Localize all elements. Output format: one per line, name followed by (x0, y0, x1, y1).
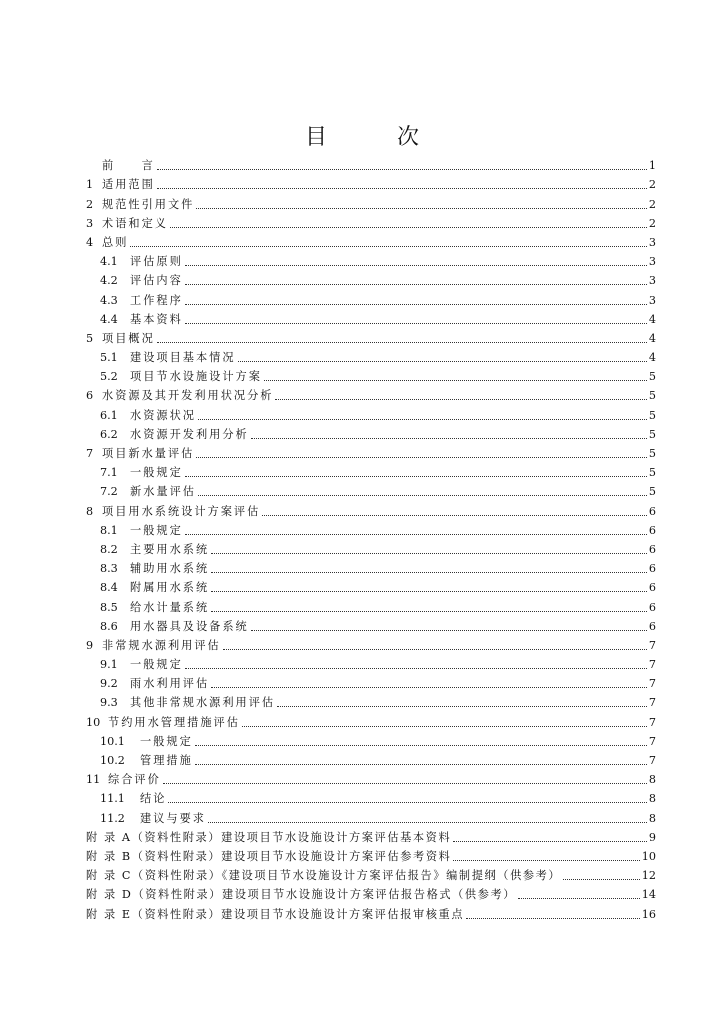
toc-entry-number: 8.6 (100, 619, 118, 633)
toc-dot-leader (198, 495, 647, 496)
toc-entry-page-number: 7 (648, 734, 656, 748)
toc-entry-page-number: 16 (641, 907, 656, 921)
toc-entry-number: 10 (86, 715, 101, 729)
toc-entry-label: 雨水利用评估 (130, 677, 210, 691)
toc-dot-leader (157, 342, 647, 343)
toc-entry-number: 4.1 (100, 255, 118, 269)
toc-entry-number: 7 (86, 447, 94, 460)
toc-entry-label: 一般规定 (130, 523, 183, 537)
toc-entry-label: 节约用水管理措施评估 (108, 715, 240, 729)
toc-entry-page-number: 4 (648, 331, 656, 345)
toc-dot-leader (211, 687, 647, 688)
toc-entry-label: 工作程序 (130, 293, 183, 307)
toc-entry-label: 适用范围 (102, 178, 155, 192)
toc-entry-page-number: 10 (641, 849, 656, 863)
toc-entry-label: 建设项目基本情况 (130, 351, 236, 365)
toc-entry-label: 水资源及其开发利用状况分析 (102, 389, 274, 403)
toc-dot-leader (168, 802, 646, 803)
toc-entry-number: 6 (86, 389, 94, 403)
toc-entry[interactable] (86, 287, 656, 306)
toc-entry[interactable] (86, 172, 656, 191)
toc-entry-page-number: 6 (648, 600, 656, 614)
toc-entry[interactable] (86, 901, 656, 920)
toc-entry-number: 8.3 (100, 562, 118, 576)
toc-entry-page-number: 6 (648, 523, 656, 537)
toc-entry-number: 8.2 (100, 542, 118, 556)
toc-entry-page-number: 7 (648, 677, 656, 691)
toc-entry-page-number: 4 (648, 351, 656, 365)
toc-entry[interactable] (86, 709, 656, 728)
toc-entry-page-number: 7 (648, 715, 656, 729)
toc-dot-leader (277, 706, 647, 707)
toc-dot-leader (223, 649, 647, 650)
toc-entry-label: 非常规水源利用评估 (102, 638, 221, 652)
toc-entry-page-number: 5 (648, 389, 656, 403)
toc-entry-label: 综合评价 (108, 773, 161, 787)
toc-entry[interactable] (86, 844, 656, 863)
toc-dot-leader (208, 822, 647, 823)
toc-entry-page-number: 8 (648, 792, 656, 806)
toc-entry-number: 4.4 (100, 312, 118, 326)
toc-dot-leader (185, 534, 647, 535)
toc-entry[interactable] (86, 268, 656, 287)
toc-entry[interactable] (86, 825, 656, 844)
toc-entry-label: 评估内容 (130, 274, 183, 288)
toc-entry-page-number: 7 (648, 658, 656, 672)
toc-entry-number: 9 (86, 638, 94, 652)
toc-entry-label: 结论 (140, 792, 167, 806)
toc-entry-page-number: 5 (648, 466, 656, 480)
toc-dot-leader (196, 208, 647, 209)
toc-entry-label: 附 录 C（资料性附录）《建设项目节水设施设计方案评估报告》编制提纲（供参考） (86, 869, 562, 883)
toc-entry-number: 2 (86, 197, 94, 211)
toc-entry-label: 项目概况 (102, 331, 155, 345)
toc-entry-page-number: 3 (648, 274, 656, 288)
toc-entry[interactable] (86, 671, 656, 690)
toc-dot-leader (238, 361, 647, 362)
toc-entry[interactable] (86, 537, 656, 556)
toc-entry-label: 管理措施 (140, 754, 193, 767)
toc-entry[interactable] (86, 230, 656, 249)
toc-entry-page-number: 3 (648, 255, 656, 269)
toc-entry[interactable] (86, 748, 656, 767)
toc-dot-leader (195, 764, 647, 765)
toc-entry-label: 辅助用水系统 (130, 562, 210, 576)
toc-entry-page-number: 2 (648, 197, 656, 211)
toc-dot-leader (211, 591, 647, 592)
toc-dot-leader (453, 841, 647, 842)
toc-entry[interactable] (86, 863, 656, 882)
toc-entry-number: 6.1 (100, 408, 118, 422)
toc-entry-number: 8 (86, 504, 94, 518)
toc-entry[interactable] (86, 326, 656, 345)
toc-dot-leader (563, 879, 640, 880)
toc-entry-number: 4.3 (100, 293, 118, 307)
toc-entry[interactable] (86, 614, 656, 633)
toc-entry-label: 附 录 E（资料性附录）建设项目节水设施设计方案评估报审核重点 (86, 907, 465, 921)
toc-dot-leader (466, 918, 640, 919)
toc-entry[interactable] (86, 575, 656, 594)
toc-entry[interactable] (86, 383, 656, 402)
toc-dot-leader (518, 898, 640, 899)
toc-entry[interactable] (86, 307, 656, 326)
toc-entry-page-number: 6 (648, 562, 656, 576)
toc-entry-label: 水资源状况 (130, 408, 196, 422)
toc-entry[interactable] (86, 786, 656, 805)
toc-entry-page-number: 5 (648, 370, 656, 384)
toc-dot-leader (262, 515, 647, 516)
toc-entry-number: 9.3 (100, 696, 118, 710)
toc-entry-page-number: 5 (648, 427, 656, 441)
toc-entry[interactable] (86, 153, 656, 172)
toc-entry-page-number: 4 (648, 312, 656, 326)
toc-entry-label: 评估原则 (130, 255, 183, 269)
toc-entry-number: 5 (86, 331, 94, 345)
toc-entry[interactable] (86, 191, 656, 210)
toc-entry-page-number: 2 (648, 178, 656, 192)
toc-entry[interactable] (86, 690, 656, 709)
toc-entry[interactable] (86, 882, 656, 901)
toc-dot-leader (185, 323, 647, 324)
toc-entry-number: 4.2 (100, 274, 118, 288)
toc-entry-label: 其他非常规水源利用评估 (130, 696, 276, 710)
toc-dot-leader (170, 227, 647, 228)
toc-entry-label: 附 录 B（资料性附录）建设项目节水设施设计方案评估参考资料 (86, 849, 452, 863)
toc-entry-number: 7.1 (100, 466, 118, 480)
toc-entry-page-number: 14 (641, 888, 656, 902)
toc-entry-label: 前 言 (102, 159, 155, 173)
toc-entry-number: 7.2 (100, 485, 118, 499)
toc-entry-number: 9.2 (100, 677, 118, 691)
toc-entry-number: 5.1 (100, 351, 118, 365)
toc-entry-page-number: 5 (648, 447, 656, 460)
toc-dot-leader (185, 668, 647, 669)
toc-entry-label: 建议与要求 (140, 811, 206, 825)
toc-entry[interactable] (86, 652, 656, 671)
toc-entry[interactable] (86, 479, 656, 498)
toc-entry[interactable] (86, 767, 656, 786)
toc-entry-number: 6.2 (100, 427, 118, 441)
toc-entry-label: 规范性引用文件 (102, 197, 195, 211)
toc-entry-label: 附 录 D（资料性附录）建设项目节水设施设计方案评估报告格式（供参考） (86, 888, 517, 902)
toc-entry[interactable] (86, 460, 656, 479)
toc-entry-page-number: 5 (648, 408, 656, 422)
toc-dot-leader (185, 476, 647, 477)
toc-entry-label: 附 录 A（资料性附录）建设项目节水设施设计方案评估基本资料 (86, 830, 452, 844)
toc-entry-label: 一般规定 (130, 658, 183, 672)
toc-entry-page-number: 6 (648, 504, 656, 518)
toc-dot-leader (251, 630, 647, 631)
toc-entry-number: 5.2 (100, 370, 118, 384)
toc-entry-page-number: 1 (648, 159, 656, 173)
toc-entry-label: 一般规定 (130, 466, 183, 480)
toc-entry-number: 10.1 (100, 734, 125, 748)
toc-dot-leader (195, 745, 647, 746)
toc-entry-number: 4 (86, 235, 94, 249)
toc-dot-leader (211, 572, 647, 573)
toc-entry-label: 主要用水系统 (130, 542, 210, 556)
toc-entry[interactable] (86, 729, 656, 748)
toc-entry-number: 8.4 (100, 581, 118, 595)
toc-entry-label: 术语和定义 (102, 216, 168, 230)
toc-entry[interactable] (86, 594, 656, 613)
toc-dot-leader (275, 399, 646, 400)
toc-dot-leader (242, 726, 647, 727)
toc-entry-page-number: 7 (648, 696, 656, 710)
toc-entry[interactable] (86, 422, 656, 441)
toc-entry-label: 基本资料 (130, 312, 183, 326)
toc-entry-number: 8.5 (100, 600, 118, 614)
toc-entry-label: 给水计量系统 (130, 600, 210, 614)
toc-entry-label: 项目节水设施设计方案 (130, 370, 262, 384)
toc-dot-leader (264, 380, 647, 381)
toc-entry-number: 11 (86, 773, 101, 787)
toc-entry[interactable] (86, 633, 656, 652)
toc-entry[interactable] (86, 402, 656, 421)
toc-entry-page-number: 6 (648, 581, 656, 595)
toc-entry-label: 新水量评估 (130, 485, 196, 499)
toc-entry[interactable] (86, 345, 656, 364)
toc-entry-page-number: 5 (648, 485, 656, 499)
toc-entry-page-number: 3 (648, 293, 656, 307)
toc-dot-leader (251, 438, 647, 439)
toc-entry[interactable] (86, 518, 656, 537)
toc-entry-label: 项目新水量评估 (102, 447, 195, 460)
toc-entry-page-number: 3 (648, 235, 656, 249)
toc-entry-number: 8.1 (100, 523, 118, 537)
toc-entry-label: 用水器具及设备系统 (130, 619, 249, 633)
toc-dot-leader (211, 553, 647, 554)
toc-entry[interactable] (86, 498, 656, 517)
toc-entry[interactable] (86, 556, 656, 575)
toc-entry-label: 附属用水系统 (130, 581, 210, 595)
toc-dot-leader (157, 188, 647, 189)
toc-entry-label: 一般规定 (140, 734, 193, 748)
toc-entry[interactable] (86, 441, 656, 460)
toc-dot-leader (185, 265, 647, 266)
toc-entry-page-number: 7 (648, 754, 656, 767)
toc-entry-number: 3 (86, 216, 94, 230)
toc-dot-leader (185, 304, 647, 305)
toc-entry-page-number: 6 (648, 619, 656, 633)
toc-entry-page-number: 12 (641, 869, 656, 883)
toc-entry-number: 9.1 (100, 658, 118, 672)
toc-entry[interactable] (86, 364, 656, 383)
toc-dot-leader (157, 169, 647, 170)
toc-dot-leader (453, 860, 639, 861)
toc-entry-label: 水资源开发利用分析 (130, 427, 249, 441)
toc-entry-page-number: 9 (648, 830, 656, 844)
page-title: 目 次 (304, 125, 443, 150)
toc-dot-leader (163, 783, 647, 784)
toc-dot-leader (196, 457, 647, 458)
toc-entry-number: 11.2 (100, 811, 125, 825)
toc-entry-label: 总则 (102, 235, 129, 249)
toc-entry-page-number: 6 (648, 542, 656, 556)
toc-entry-page-number: 8 (648, 811, 656, 825)
toc-dot-leader (198, 419, 647, 420)
toc-dot-leader (130, 246, 646, 247)
toc-entry-page-number: 8 (648, 773, 656, 787)
toc-entry-number: 1 (86, 178, 94, 192)
toc-entry-number: 10.2 (100, 754, 125, 767)
toc-entry[interactable] (86, 211, 656, 230)
toc-entry[interactable] (86, 805, 656, 824)
toc-dot-leader (211, 611, 647, 612)
toc-dot-leader (185, 284, 647, 285)
toc-entry[interactable] (86, 249, 656, 268)
table-of-contents (86, 153, 656, 921)
toc-entry-page-number: 2 (648, 216, 656, 230)
toc-entry-label: 项目用水系统设计方案评估 (102, 504, 261, 518)
toc-entry-page-number: 7 (648, 638, 656, 652)
toc-entry-number: 11.1 (100, 792, 125, 806)
